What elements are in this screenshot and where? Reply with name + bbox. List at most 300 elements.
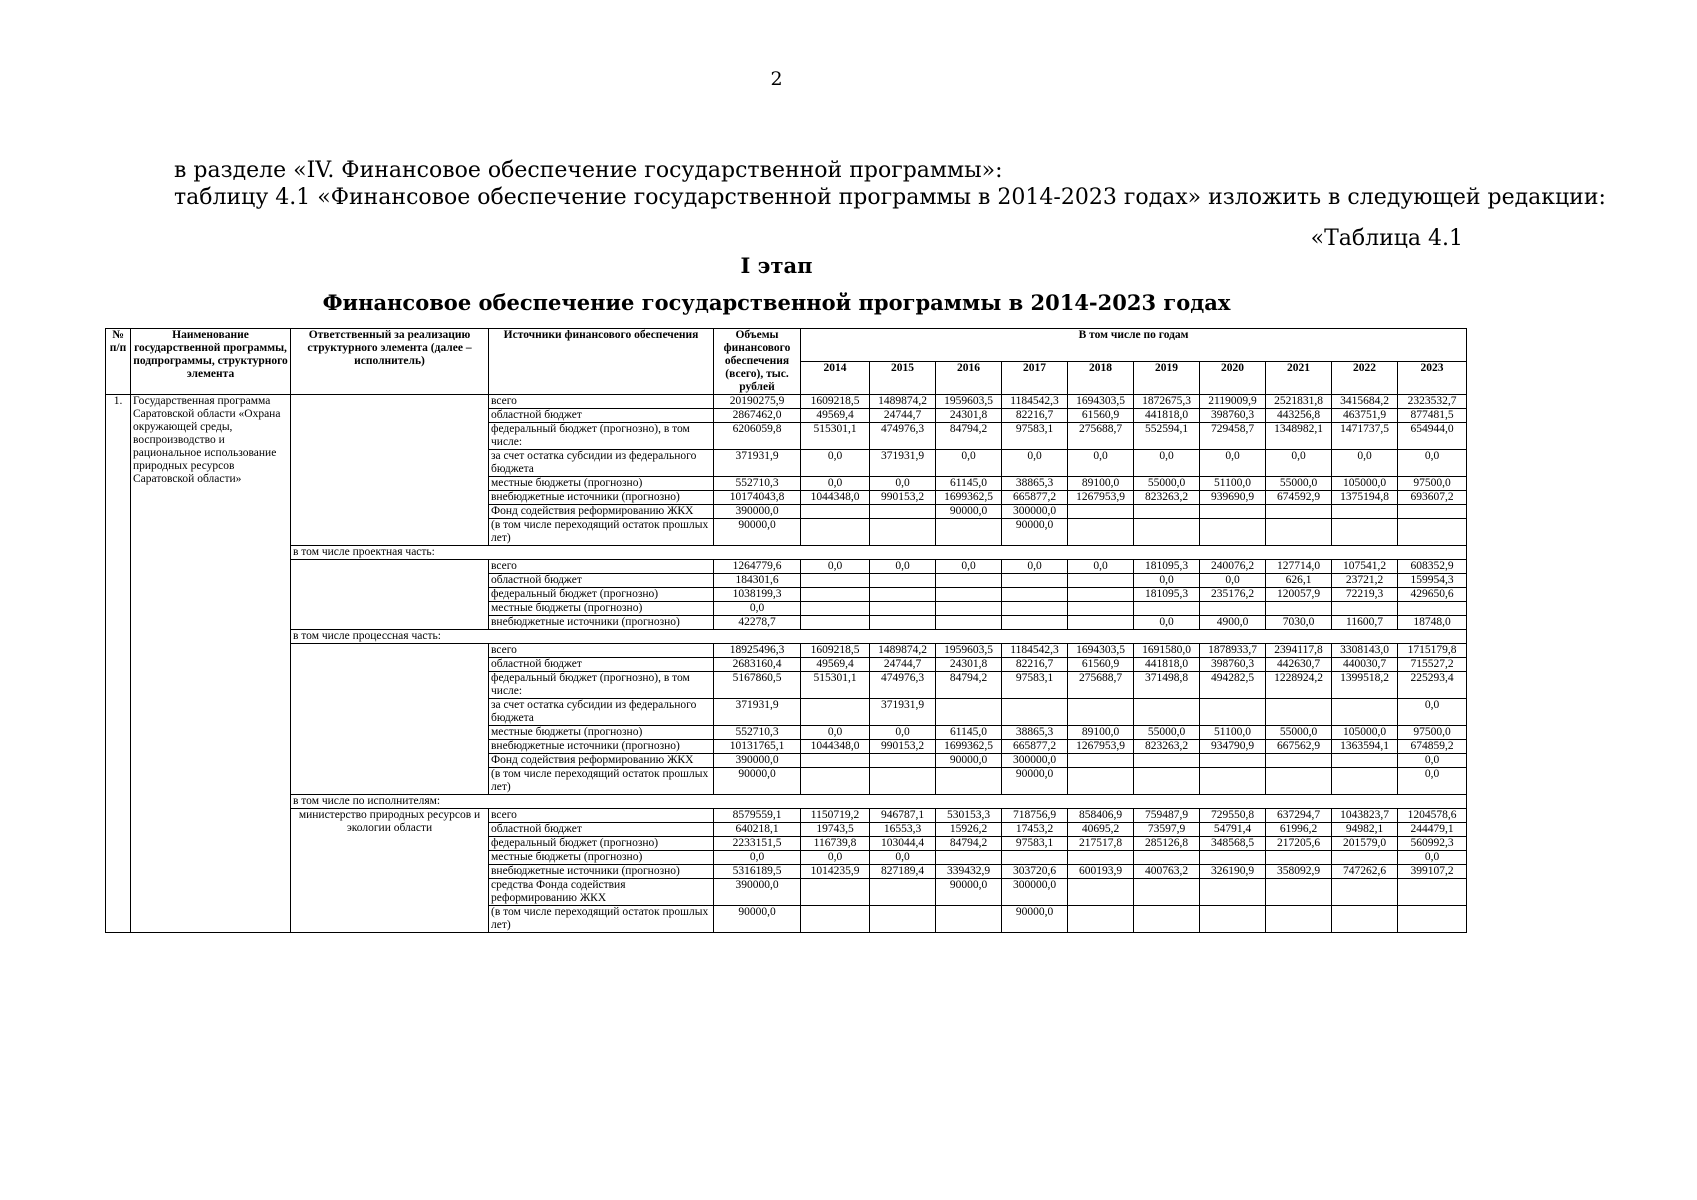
year-value-cell: 94982,1 [1332,823,1398,837]
year-value-cell [1134,699,1200,726]
table-row [106,809,1467,823]
year-value-cell: 55000,0 [1266,726,1332,740]
year-value-cell: 0,0 [1200,574,1266,588]
year-value-cell: 1489874,2 [870,395,936,409]
year-value-cell [1332,754,1398,768]
year-value-cell: 235176,2 [1200,588,1266,602]
year-value-cell [801,768,870,795]
year-value-cell: 0,0 [1134,574,1200,588]
year-value-cell: 61145,0 [936,477,1002,491]
year-value-cell: 49569,4 [801,409,870,423]
program-number: 1. [106,395,131,933]
year-value-cell: 4900,0 [1200,616,1266,630]
year-value-cell: 442630,7 [1266,658,1332,672]
year-value-cell [936,906,1002,933]
year-value-cell: 358092,9 [1266,865,1332,879]
total-cell: 10174043,8 [714,491,801,505]
year-value-cell [1200,505,1266,519]
year-value-cell: 55000,0 [1134,477,1200,491]
year-value-cell: 608352,9 [1398,560,1467,574]
source-cell: Фонд содействия реформированию ЖКХ [489,505,714,519]
year-value-cell [1200,851,1266,865]
year-value-cell: 105000,0 [1332,477,1398,491]
year-value-cell: 15926,2 [936,823,1002,837]
year-value-cell: 1044348,0 [801,740,870,754]
year-value-cell [1266,505,1332,519]
total-cell: 0,0 [714,602,801,616]
source-cell: местные бюджеты (прогнозно) [489,851,714,865]
year-value-cell: 1375194,8 [1332,491,1398,505]
source-cell: местные бюджеты (прогнозно) [489,726,714,740]
year-value-cell: 515301,1 [801,423,870,450]
year-value-cell [801,588,870,602]
year-value-cell [1266,519,1332,546]
section-heading: в том числе процессная часть: [291,630,1467,644]
year-value-cell: 61996,2 [1266,823,1332,837]
total-cell: 10131765,1 [714,740,801,754]
year-value-cell: 51100,0 [1200,477,1266,491]
year-value-cell: 1150719,2 [801,809,870,823]
year-value-cell: 103044,4 [870,837,936,851]
year-value-cell: 1715179,8 [1398,644,1467,658]
year-value-cell: 0,0 [1068,450,1134,477]
year-value-cell: 303720,6 [1002,865,1068,879]
year-value-cell: 729550,8 [1200,809,1266,823]
year-value-cell: 1184542,3 [1002,395,1068,409]
year-value-cell: 19743,5 [801,823,870,837]
year-value-cell [1266,602,1332,616]
section-heading-row [106,630,1467,644]
year-value-cell [936,851,1002,865]
year-value-cell: 443256,8 [1266,409,1332,423]
total-cell: 6206059,8 [714,423,801,450]
table-row [106,644,1467,658]
year-value-cell [1068,699,1134,726]
program-name: Государственная программа Саратовской области «Охрана окружающей среды, воспроизводство и рациональное использование природных ресурсов Саратовской области» [131,395,291,933]
year-value-cell [1332,906,1398,933]
year-value-cell: 1959603,5 [936,644,1002,658]
year-value-cell: 1609218,5 [801,644,870,658]
year-value-cell: 0,0 [1002,450,1068,477]
year-value-cell: 89100,0 [1068,726,1134,740]
year-value-cell [1002,616,1068,630]
year-value-cell: 217205,6 [1266,837,1332,851]
year-value-cell: 429650,6 [1398,588,1467,602]
year-value-cell: 1694303,5 [1068,395,1134,409]
year-value-cell [1200,602,1266,616]
year-value-cell: 515301,1 [801,672,870,699]
header-no: № п/п [106,329,131,395]
year-value-cell: 97500,0 [1398,477,1467,491]
total-cell: 20190275,9 [714,395,801,409]
year-value-cell [801,906,870,933]
year-value-cell: 1363594,1 [1332,740,1398,754]
year-value-cell: 0,0 [1398,851,1467,865]
year-value-cell: 0,0 [1200,450,1266,477]
year-value-cell: 2521831,8 [1266,395,1332,409]
year-value-cell: 637294,7 [1266,809,1332,823]
source-cell: областной бюджет [489,574,714,588]
year-value-cell: 0,0 [801,851,870,865]
year-value-cell [870,906,936,933]
source-cell: за счет остатка субсидии из федерального бюджета [489,450,714,477]
source-cell: федеральный бюджет (прогнозно), в том числе: [489,423,714,450]
total-cell: 640218,1 [714,823,801,837]
year-value-cell: 665877,2 [1002,491,1068,505]
year-value-cell: 40695,2 [1068,823,1134,837]
year-value-cell: 747262,6 [1332,865,1398,879]
year-value-cell [801,754,870,768]
header-row-1 [106,329,1467,362]
year-value-cell: 127714,0 [1266,560,1332,574]
stage-heading: I этап [740,253,813,278]
year-value-cell [870,768,936,795]
year-value-cell: 17453,2 [1002,823,1068,837]
year-value-cell: 116739,8 [801,837,870,851]
year-value-cell [1398,906,1467,933]
source-cell: (в том числе переходящий остаток прошлых лет) [489,519,714,546]
year-value-cell [936,588,1002,602]
year-value-cell: 0,0 [801,477,870,491]
year-value-cell: 1014235,9 [801,865,870,879]
section-heading: в том числе по исполнителям: [291,795,1467,809]
total-cell: 2683160,4 [714,658,801,672]
year-value-cell [1134,505,1200,519]
year-value-cell: 97500,0 [1398,726,1467,740]
year-value-cell: 1044348,0 [801,491,870,505]
year-value-cell: 38865,3 [1002,726,1068,740]
header-source: Источники финансового обеспечения [489,329,714,395]
year-value-cell [1266,906,1332,933]
year-value-cell [870,574,936,588]
year-value-cell: 240076,2 [1200,560,1266,574]
year-value-cell [1266,699,1332,726]
year-value-cell [1266,851,1332,865]
year-value-cell [801,879,870,906]
year-value-cell: 23721,2 [1332,574,1398,588]
year-value-cell [1134,602,1200,616]
year-value-cell: 0,0 [1332,450,1398,477]
year-value-cell: 300000,0 [1002,879,1068,906]
total-cell: 552710,3 [714,477,801,491]
year-value-cell: 0,0 [801,560,870,574]
year-value-cell: 105000,0 [1332,726,1398,740]
year-value-cell [1068,588,1134,602]
total-cell: 42278,7 [714,616,801,630]
year-value-cell: 90000,0 [1002,906,1068,933]
section-heading-row [106,546,1467,560]
year-value-cell [1200,699,1266,726]
year-value-cell: 217517,8 [1068,837,1134,851]
year-value-cell: 82216,7 [1002,658,1068,672]
year-value-cell: 201579,0 [1332,837,1398,851]
year-value-cell: 84794,2 [936,837,1002,851]
year-value-cell [936,574,1002,588]
source-cell: внебюджетные источники (прогнозно) [489,616,714,630]
header-year: 2019 [1134,362,1200,395]
intro-line-1: в разделе «IV. Финансовое обеспечение государственной программы»: [174,158,1003,183]
year-value-cell: 990153,2 [870,740,936,754]
section-heading: в том числе проектная часть: [291,546,1467,560]
year-value-cell: 84794,2 [936,423,1002,450]
year-value-cell: 0,0 [936,560,1002,574]
year-value-cell: 877481,5 [1398,409,1467,423]
year-value-cell: 1699362,5 [936,491,1002,505]
table-row [106,395,1467,409]
total-cell: 2233151,5 [714,837,801,851]
total-cell: 390000,0 [714,754,801,768]
year-value-cell: 61560,9 [1068,658,1134,672]
year-value-cell: 530153,3 [936,809,1002,823]
year-value-cell: 400763,2 [1134,865,1200,879]
year-value-cell: 1471737,5 [1332,423,1398,450]
page-number: 2 [770,68,783,90]
source-cell: областной бюджет [489,658,714,672]
total-cell: 8579559,1 [714,809,801,823]
year-value-cell: 1609218,5 [801,395,870,409]
year-value-cell: 90000,0 [936,754,1002,768]
source-cell: всего [489,395,714,409]
total-cell: 0,0 [714,851,801,865]
total-cell: 184301,6 [714,574,801,588]
year-value-cell: 718756,9 [1002,809,1068,823]
executor-cell [291,644,489,795]
year-value-cell: 2394117,8 [1266,644,1332,658]
year-value-cell: 399107,2 [1398,865,1467,879]
year-value-cell: 7030,0 [1266,616,1332,630]
year-value-cell: 729458,7 [1200,423,1266,450]
year-value-cell: 474976,3 [870,672,936,699]
executor-cell [291,395,489,546]
year-value-cell: 0,0 [1398,450,1467,477]
year-value-cell [870,616,936,630]
year-value-cell [1068,879,1134,906]
year-value-cell: 18748,0 [1398,616,1467,630]
year-value-cell: 24744,7 [870,658,936,672]
year-value-cell [870,602,936,616]
year-value-cell: 3415684,2 [1332,395,1398,409]
header-year: 2017 [1002,362,1068,395]
table-reference: «Таблица 4.1 [1310,226,1463,251]
year-value-cell: 990153,2 [870,491,936,505]
year-value-cell: 1878933,7 [1200,644,1266,658]
year-value-cell: 285126,8 [1134,837,1200,851]
year-value-cell: 600193,9 [1068,865,1134,879]
year-value-cell: 181095,3 [1134,560,1200,574]
year-value-cell: 97583,1 [1002,423,1068,450]
year-value-cell: 934790,9 [1200,740,1266,754]
year-value-cell: 1694303,5 [1068,644,1134,658]
year-value-cell: 159954,3 [1398,574,1467,588]
source-cell: внебюджетные источники (прогнозно) [489,740,714,754]
year-value-cell: 1399518,2 [1332,672,1398,699]
source-cell: федеральный бюджет (прогнозно) [489,588,714,602]
year-value-cell [1068,519,1134,546]
source-cell: всего [489,560,714,574]
year-value-cell: 0,0 [1398,754,1467,768]
year-value-cell: 946787,1 [870,809,936,823]
year-value-cell: 494282,5 [1200,672,1266,699]
year-value-cell: 674859,2 [1398,740,1467,754]
year-value-cell: 827189,4 [870,865,936,879]
year-value-cell [1002,699,1068,726]
year-value-cell: 54791,4 [1200,823,1266,837]
year-value-cell: 715527,2 [1398,658,1467,672]
table-title: Финансовое обеспечение государственной программы в 2014-2023 годах [322,290,1231,315]
year-value-cell: 275688,7 [1068,672,1134,699]
year-value-cell: 49569,4 [801,658,870,672]
year-value-cell [1398,602,1467,616]
year-value-cell [1134,906,1200,933]
year-value-cell [1068,602,1134,616]
year-value-cell [936,519,1002,546]
section-heading-row [106,795,1467,809]
year-value-cell [801,574,870,588]
header-year: 2020 [1200,362,1266,395]
year-value-cell: 398760,3 [1200,658,1266,672]
header-year: 2016 [936,362,1002,395]
year-value-cell: 244479,1 [1398,823,1467,837]
year-value-cell [801,519,870,546]
year-value-cell: 181095,3 [1134,588,1200,602]
year-value-cell: 626,1 [1266,574,1332,588]
year-value-cell: 107541,2 [1332,560,1398,574]
year-value-cell: 1204578,6 [1398,809,1467,823]
year-value-cell: 275688,7 [1068,423,1134,450]
source-cell: всего [489,809,714,823]
year-value-cell: 440030,7 [1332,658,1398,672]
total-cell: 2867462,0 [714,409,801,423]
source-cell: средства Фонда содействия реформированию ЖКХ [489,879,714,906]
year-value-cell [1200,879,1266,906]
year-value-cell: 0,0 [1398,699,1467,726]
year-value-cell: 72219,3 [1332,588,1398,602]
year-value-cell: 11600,7 [1332,616,1398,630]
year-value-cell [1266,768,1332,795]
year-value-cell: 0,0 [870,560,936,574]
year-value-cell: 24301,8 [936,409,1002,423]
year-value-cell: 398760,3 [1200,409,1266,423]
total-cell: 1038199,3 [714,588,801,602]
year-value-cell: 2323532,7 [1398,395,1467,409]
year-value-cell [870,519,936,546]
year-value-cell: 665877,2 [1002,740,1068,754]
intro-line-2: таблицу 4.1 «Финансовое обеспечение государственной программы в 2014-2023 годах» изложить в следующей редакции: [174,185,1606,210]
source-cell: областной бюджет [489,823,714,837]
total-cell: 552710,3 [714,726,801,740]
year-value-cell [801,602,870,616]
year-value-cell [1332,851,1398,865]
year-value-cell: 300000,0 [1002,505,1068,519]
year-value-cell [1200,754,1266,768]
year-value-cell: 1043823,7 [1332,809,1398,823]
year-value-cell [1068,505,1134,519]
financing-table [105,328,1467,933]
year-value-cell [870,505,936,519]
year-value-cell: 667562,9 [1266,740,1332,754]
year-value-cell [1134,851,1200,865]
total-cell: 371931,9 [714,450,801,477]
year-value-cell: 0,0 [1068,560,1134,574]
year-value-cell [870,588,936,602]
year-value-cell: 0,0 [801,450,870,477]
year-value-cell [1002,588,1068,602]
year-value-cell: 82216,7 [1002,409,1068,423]
year-value-cell: 823263,2 [1134,740,1200,754]
table-body [106,395,1467,933]
year-value-cell: 0,0 [801,726,870,740]
year-value-cell: 51100,0 [1200,726,1266,740]
year-value-cell [936,602,1002,616]
year-value-cell: 674592,9 [1266,491,1332,505]
year-value-cell: 0,0 [870,477,936,491]
year-value-cell: 1267953,9 [1068,491,1134,505]
year-value-cell [1398,879,1467,906]
year-value-cell [1266,754,1332,768]
year-value-cell [1332,768,1398,795]
header-year: 2023 [1398,362,1467,395]
year-value-cell: 225293,4 [1398,672,1467,699]
year-value-cell [801,505,870,519]
source-cell: (в том числе переходящий остаток прошлых лет) [489,906,714,933]
year-value-cell: 441818,0 [1134,658,1200,672]
year-value-cell: 1184542,3 [1002,644,1068,658]
year-value-cell [1134,519,1200,546]
year-value-cell [1068,754,1134,768]
header-year: 2021 [1266,362,1332,395]
year-value-cell: 16553,3 [870,823,936,837]
year-value-cell: 97583,1 [1002,672,1068,699]
total-cell: 18925496,3 [714,644,801,658]
year-value-cell [870,879,936,906]
year-value-cell: 1228924,2 [1266,672,1332,699]
year-value-cell: 0,0 [1266,450,1332,477]
year-value-cell: 24744,7 [870,409,936,423]
source-cell: федеральный бюджет (прогнозно) [489,837,714,851]
year-value-cell [1068,574,1134,588]
year-value-cell: 371931,9 [870,699,936,726]
header-by-years: В том числе по годам [801,329,1467,362]
year-value-cell: 560992,3 [1398,837,1467,851]
year-value-cell: 858406,9 [1068,809,1134,823]
year-value-cell: 90000,0 [936,505,1002,519]
year-value-cell: 84794,2 [936,672,1002,699]
year-value-cell [1332,602,1398,616]
year-value-cell: 474976,3 [870,423,936,450]
year-value-cell: 339432,9 [936,865,1002,879]
year-value-cell: 89100,0 [1068,477,1134,491]
year-value-cell: 0,0 [870,726,936,740]
year-value-cell: 1959603,5 [936,395,1002,409]
total-cell: 90000,0 [714,519,801,546]
year-value-cell [1134,768,1200,795]
executor-cell [291,560,489,630]
total-cell: 390000,0 [714,505,801,519]
year-value-cell: 463751,9 [1332,409,1398,423]
year-value-cell [1332,879,1398,906]
year-value-cell [1398,505,1467,519]
total-cell: 90000,0 [714,768,801,795]
year-value-cell: 300000,0 [1002,754,1068,768]
source-cell: Фонд содействия реформированию ЖКХ [489,754,714,768]
source-cell: внебюджетные источники (прогнозно) [489,865,714,879]
year-value-cell: 90000,0 [1002,768,1068,795]
year-value-cell: 1691580,0 [1134,644,1200,658]
year-value-cell: 654944,0 [1398,423,1467,450]
total-cell: 90000,0 [714,906,801,933]
year-value-cell: 371931,9 [870,450,936,477]
header-volume: Объемы финансового обеспечения (всего), тыс. рублей [714,329,801,395]
